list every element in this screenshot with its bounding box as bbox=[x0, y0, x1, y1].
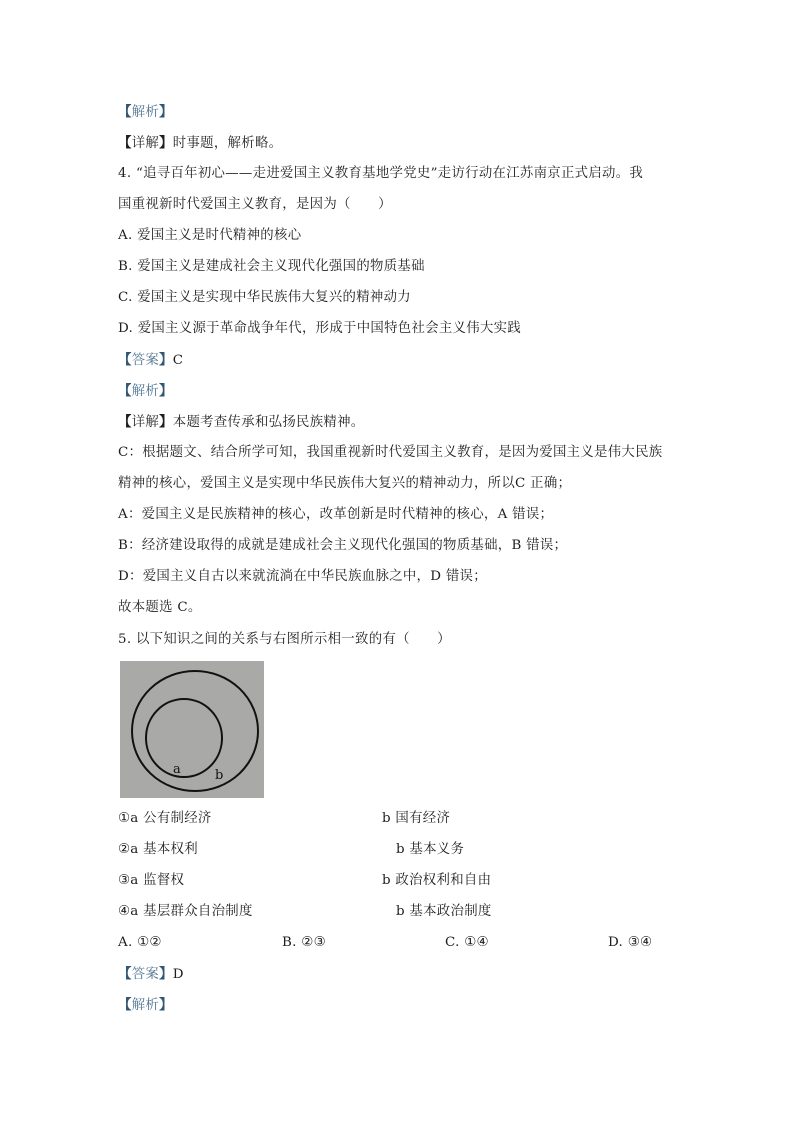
option-text: 爱国主义是建成社会主义现代化强国的物质基础 bbox=[137, 259, 425, 274]
answer-label-text: 答案 bbox=[131, 353, 160, 368]
option-text: 爱国主义源于革命战争年代，形成于中国特色社会主义伟大实践 bbox=[137, 321, 522, 336]
pair-a: ③a 监督权 bbox=[118, 873, 185, 888]
option-letter: B. bbox=[118, 259, 133, 274]
venn-diagram-icon bbox=[120, 661, 264, 798]
question-stem: 以下知识之间的关系与右图所示相一致的有（ ） bbox=[135, 632, 451, 647]
q4-option-c bbox=[118, 289, 411, 307]
detail-label: 详解 bbox=[131, 415, 160, 430]
question-stem: “追寻百年初心——走进爱国主义教育基地学党史”走访行动在江苏南京正式启动。我 bbox=[135, 166, 644, 181]
q5-pair-4 bbox=[118, 903, 492, 921]
q4-explanation-line: A：爱国主义是民族精神的核心，改革创新是时代精神的核心，A 错误； bbox=[118, 507, 554, 522]
q5-answer bbox=[118, 965, 184, 984]
detail-text: 时事题，解析略。 bbox=[172, 136, 283, 151]
detail-line bbox=[118, 134, 282, 153]
bracket-close: 】 bbox=[159, 414, 173, 430]
analysis-label-text: 解析 bbox=[131, 384, 160, 399]
bracket-open: 【 bbox=[118, 135, 132, 151]
answer-value: D bbox=[172, 967, 184, 982]
q5-pair-2 bbox=[118, 841, 465, 859]
pair-a: ①a 公有制经济 bbox=[118, 811, 212, 826]
pair-a: ②a 基本权利 bbox=[118, 842, 198, 857]
q4-explanation-line: B：经济建设取得的成就是建成社会主义现代化强国的物质基础，B 错误； bbox=[118, 538, 568, 553]
q4-conclusion: 故本题选 C。 bbox=[118, 600, 202, 615]
bracket-open: 【 bbox=[118, 352, 132, 368]
option-letter: C. bbox=[118, 290, 133, 305]
answer-value: C bbox=[172, 353, 184, 368]
detail-text: 本题考查传承和弘扬民族精神。 bbox=[172, 415, 365, 430]
q4-option-a bbox=[118, 227, 301, 245]
inner-circle-label: a bbox=[173, 762, 181, 777]
bracket-open: 【 bbox=[118, 997, 132, 1013]
bracket-close: 】 bbox=[159, 383, 173, 399]
nested-circles-figure bbox=[120, 661, 264, 798]
answer-label bbox=[118, 967, 173, 982]
bracket-open: 【 bbox=[118, 383, 132, 399]
pair-b: b 国有经济 bbox=[382, 811, 451, 826]
analysis-label-text: 解析 bbox=[131, 105, 160, 120]
outer-circle-label: b bbox=[215, 768, 224, 783]
q4-answer bbox=[118, 351, 183, 370]
option-letter: A. bbox=[118, 228, 133, 243]
pair-b: b 政治权利和自由 bbox=[382, 873, 492, 888]
q4-stem-line2: 国重视新时代爱国主义教育，是因为（ ） bbox=[118, 197, 392, 212]
q4-stem-line1 bbox=[118, 165, 643, 183]
q5-pair-1 bbox=[118, 810, 451, 828]
q5-analysis-label bbox=[118, 996, 173, 1015]
q4-explanation-line: C：根据题文、结合所学可知，我国重视新时代爱国主义教育，是因为爱国主义是伟大民族 bbox=[118, 445, 663, 460]
pair-b: b 基本政治制度 bbox=[396, 904, 492, 919]
answer-label bbox=[118, 353, 173, 368]
option-text: 爱国主义是时代精神的核心 bbox=[137, 228, 302, 243]
q5-option-a: A. ①② bbox=[118, 935, 162, 950]
q5-option-b: B. ②③ bbox=[282, 935, 326, 950]
pair-b: b 基本义务 bbox=[396, 842, 465, 857]
q5-stem bbox=[118, 631, 451, 649]
answer-label-text: 答案 bbox=[131, 967, 160, 982]
q4-explanation-line: D：爱国主义自古以来就流淌在中华民族血脉之中，D 错误； bbox=[118, 569, 487, 584]
q4-analysis-label bbox=[118, 382, 173, 401]
q4-option-d bbox=[118, 320, 521, 338]
bracket-close: 】 bbox=[159, 352, 173, 368]
q5-pair-3 bbox=[118, 872, 492, 890]
q5-option-d: D. ③④ bbox=[608, 935, 653, 950]
bracket-close: 】 bbox=[159, 997, 173, 1013]
pair-a: ④a 基层群众自治制度 bbox=[118, 904, 253, 919]
detail-label: 详解 bbox=[131, 136, 160, 151]
bracket-close: 】 bbox=[159, 135, 173, 151]
question-number: 5. bbox=[118, 632, 132, 647]
analysis-label bbox=[118, 103, 173, 122]
option-text: 爱国主义是实现中华民族伟大复兴的精神动力 bbox=[137, 290, 411, 305]
q4-detail bbox=[118, 413, 364, 432]
bracket-close: 】 bbox=[159, 104, 173, 120]
bracket-close: 】 bbox=[159, 966, 173, 982]
question-number: 4. bbox=[118, 166, 132, 181]
bracket-open: 【 bbox=[118, 104, 132, 120]
q5-option-c: C. ①④ bbox=[445, 935, 489, 950]
bracket-open: 【 bbox=[118, 966, 132, 982]
bracket-open: 【 bbox=[118, 414, 132, 430]
q4-option-b bbox=[118, 258, 425, 276]
option-letter: D. bbox=[118, 321, 134, 336]
analysis-label-text: 解析 bbox=[131, 998, 160, 1013]
q4-explanation-line: 精神的核心，爱国主义是实现中华民族伟大复兴的精神动力，所以C 正确； bbox=[118, 476, 572, 491]
